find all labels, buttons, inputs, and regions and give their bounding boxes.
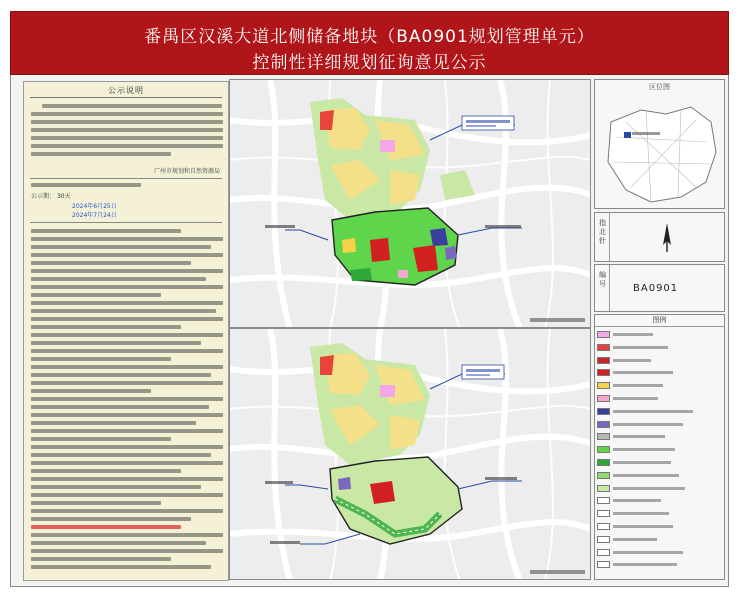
notice-text-line (31, 152, 171, 156)
unit-code-divider (609, 265, 610, 311)
notice-text-line (31, 533, 223, 537)
legend-label (613, 474, 679, 477)
notice-text-line (31, 373, 211, 377)
legend-swatch (597, 523, 610, 530)
legend-item (597, 561, 717, 569)
notice-title-rule (30, 97, 222, 98)
legend-item (597, 510, 717, 518)
legend-label (613, 525, 673, 528)
notice-text-line (31, 549, 223, 553)
legend-label (613, 371, 673, 374)
legend-swatch (597, 446, 610, 453)
compass-box (594, 212, 725, 262)
notice-text-line (31, 120, 223, 124)
legend-label (613, 410, 693, 413)
notice-title: 公示说明 (108, 86, 144, 95)
legend-label (613, 333, 653, 336)
legend-swatch (597, 561, 610, 568)
legend-swatch (597, 459, 610, 466)
legend-item (597, 357, 717, 365)
notice-text-line (31, 237, 223, 241)
notice-text-line (31, 128, 223, 132)
notice-text-line (31, 557, 171, 561)
legend-swatch (597, 395, 610, 402)
legend-swatch (597, 421, 610, 428)
legend-label (613, 461, 671, 464)
notice-text-line (31, 229, 181, 233)
legend-label (613, 435, 665, 438)
notice-text-line (31, 112, 223, 116)
notice-text-line (31, 397, 223, 401)
legend-item (597, 344, 717, 352)
notice-text-line (31, 317, 223, 321)
legend-swatch (597, 485, 610, 492)
legend-item (597, 369, 717, 377)
notice-text-line (31, 477, 223, 481)
legend-item (597, 446, 717, 454)
location-map-caption: 区位图 (649, 83, 670, 91)
notice-text-line (31, 413, 223, 417)
legend-swatch (597, 331, 610, 338)
notice-text-line (31, 437, 171, 441)
notice-text-line (31, 183, 141, 187)
notice-text-line (31, 429, 223, 433)
notice-text-line (31, 389, 151, 393)
notice-text-line (31, 357, 171, 361)
notice-text-line (31, 453, 211, 457)
proposed-plan-map[interactable] (229, 328, 591, 580)
notice-panel (23, 81, 229, 581)
notice-text-line (31, 293, 161, 297)
notice-text-line (31, 517, 191, 521)
notice-text-line (31, 445, 223, 449)
legend-item (597, 408, 717, 416)
notice-signature: 广州市规划和自然资源局 (153, 168, 220, 175)
legend-swatch (597, 472, 610, 479)
notice-text-line (31, 509, 223, 513)
legend-swatch (597, 510, 610, 517)
current-plan-map-graphic (230, 80, 591, 328)
notice-text-line (31, 325, 181, 329)
legend-swatch (597, 369, 610, 376)
legend-item (597, 459, 717, 467)
legend-swatch (597, 382, 610, 389)
location-map-box[interactable] (594, 79, 725, 209)
legend-item (597, 472, 717, 480)
legend-item (597, 331, 717, 339)
notice-text-line (31, 285, 223, 289)
notice-text-line (31, 269, 223, 273)
location-map-graphic (596, 92, 725, 210)
legend-swatch (597, 433, 610, 440)
legend-label (613, 551, 683, 554)
legend-title: 图例 (595, 315, 724, 327)
legend-item (597, 433, 717, 441)
legend-swatch (597, 408, 610, 415)
north-arrow-icon (657, 223, 677, 253)
legend-item (597, 536, 717, 544)
legend-item (597, 523, 717, 531)
legend-label (613, 487, 685, 490)
notice-text-line (31, 485, 201, 489)
notice-separator (30, 178, 222, 179)
unit-code-label: 编号 (599, 271, 606, 288)
notice-text-line (31, 469, 181, 473)
notice-text-line (31, 333, 223, 337)
legend-item (597, 382, 717, 390)
legend-label (613, 384, 663, 387)
notice-date-end: 2024年7月24日 (72, 212, 117, 219)
legend-item (597, 421, 717, 429)
notice-text-line (31, 493, 223, 497)
legend-label (613, 512, 669, 515)
legend-label (613, 538, 657, 541)
notice-separator (30, 222, 222, 223)
notice-text-line (31, 565, 211, 569)
notice-period-row: 公示期： 30天 (31, 193, 71, 200)
notice-text-line (31, 136, 223, 140)
legend-swatch (597, 344, 610, 351)
notice-text-line (31, 261, 191, 265)
legend-swatch (597, 536, 610, 543)
period-value: 30天 (56, 193, 71, 200)
title-line-2: 控制性详细规划征询意见公示 (252, 53, 487, 73)
notice-text-line (31, 501, 161, 505)
notice-text-line-red (31, 525, 181, 529)
notice-date-start: 2024年6月25日 (72, 203, 117, 210)
notice-text-line (31, 309, 216, 313)
legend-label (613, 499, 661, 502)
notice-text-line (31, 253, 223, 257)
legend-label (613, 563, 677, 566)
notice-text-line (31, 541, 206, 545)
notice-text-line (31, 277, 206, 281)
current-plan-map[interactable] (229, 79, 591, 328)
legend-swatch (597, 357, 610, 364)
legend-item (597, 549, 717, 557)
notice-text-line (31, 349, 223, 353)
legend-label (613, 359, 651, 362)
legend-item (597, 497, 717, 505)
proposed-plan-map-graphic (230, 329, 591, 580)
title-banner (10, 11, 729, 75)
compass-divider (609, 213, 610, 261)
legend-label (613, 346, 668, 349)
title-line-1: 番禺区汉溪大道北侧储备地块（BA0901规划管理单元） (144, 27, 595, 47)
legend-swatch (597, 497, 610, 504)
unit-code-value: BA0901 (633, 283, 679, 294)
legend-label (613, 448, 675, 451)
notice-text-line (31, 245, 211, 249)
notice-text-line (31, 144, 223, 148)
unit-code-box (594, 264, 725, 312)
legend-label (613, 397, 658, 400)
notice-text-line (31, 421, 196, 425)
notice-text-line (31, 381, 223, 385)
legend-swatch (597, 549, 610, 556)
notice-text-line (31, 341, 201, 345)
legend-item (597, 395, 717, 403)
legend-box (594, 314, 725, 580)
notice-text-line (31, 461, 223, 465)
notice-text-line (31, 301, 223, 305)
notice-text-line (31, 365, 223, 369)
notice-text-line (31, 405, 209, 409)
period-label: 公示期 (31, 193, 50, 200)
compass-label: 指北针 (599, 219, 606, 245)
legend-item (597, 485, 717, 493)
notice-text-line (42, 104, 222, 108)
legend-label (613, 423, 683, 426)
